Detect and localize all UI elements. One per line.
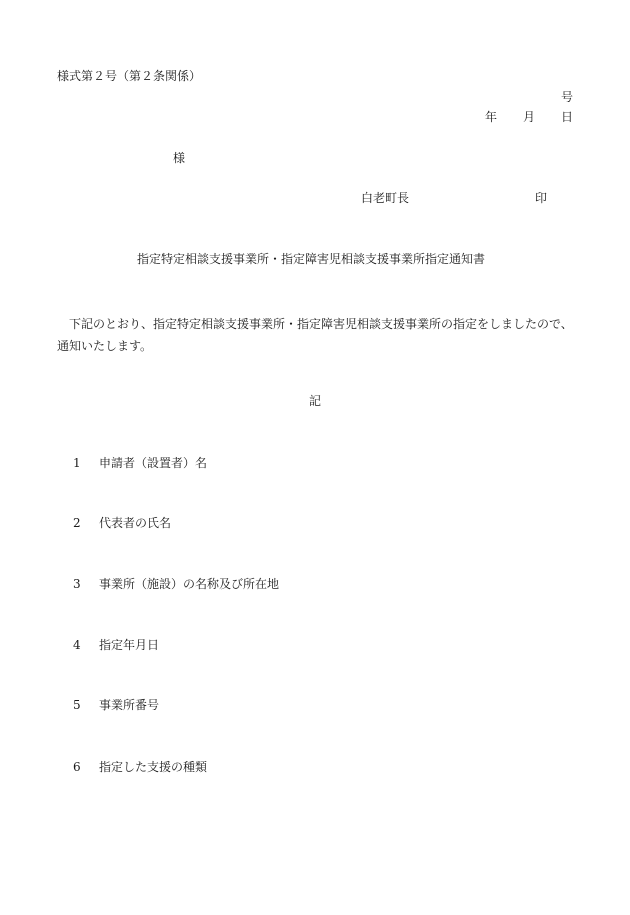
item-label: 事業所（施設）の名称及び所在地 — [99, 577, 280, 591]
item-label: 指定した支援の種類 — [99, 760, 208, 774]
list-item — [73, 516, 171, 530]
ki-heading: 記 — [309, 394, 322, 408]
date-year: 年 — [485, 110, 498, 124]
recipient-honorific: 様 — [173, 151, 186, 165]
date-month: 月 — [523, 110, 536, 124]
number-suffix: 号 — [561, 90, 574, 104]
item-number: 1 — [73, 456, 81, 470]
list-item — [73, 698, 159, 712]
item-number: 6 — [73, 760, 81, 774]
item-label: 事業所番号 — [99, 698, 160, 712]
item-number: 3 — [73, 577, 81, 591]
body-paragraph: 下記のとおり、指定特定相談支援事業所・指定障害児相談支援事業所の指定をしましたので、通知いたします。 — [57, 317, 573, 353]
document-title: 指定特定相談支援事業所・指定障害児相談支援事業所指定通知書 — [137, 252, 486, 266]
sender-title: 白老町長 — [361, 191, 410, 205]
list-item — [73, 760, 207, 774]
item-number: 2 — [73, 516, 81, 530]
date-day: 日 — [561, 110, 574, 124]
list-item — [73, 577, 279, 591]
item-label: 代表者の氏名 — [99, 516, 172, 530]
item-label: 申請者（設置者）名 — [99, 456, 208, 470]
seal-mark: 印 — [535, 191, 548, 205]
form-label: 様式第２号（第２条関係） — [57, 69, 202, 83]
list-item — [73, 456, 207, 470]
item-label: 指定年月日 — [99, 638, 160, 652]
list-item — [73, 638, 159, 652]
item-number: 4 — [73, 638, 81, 652]
item-number: 5 — [73, 698, 81, 712]
